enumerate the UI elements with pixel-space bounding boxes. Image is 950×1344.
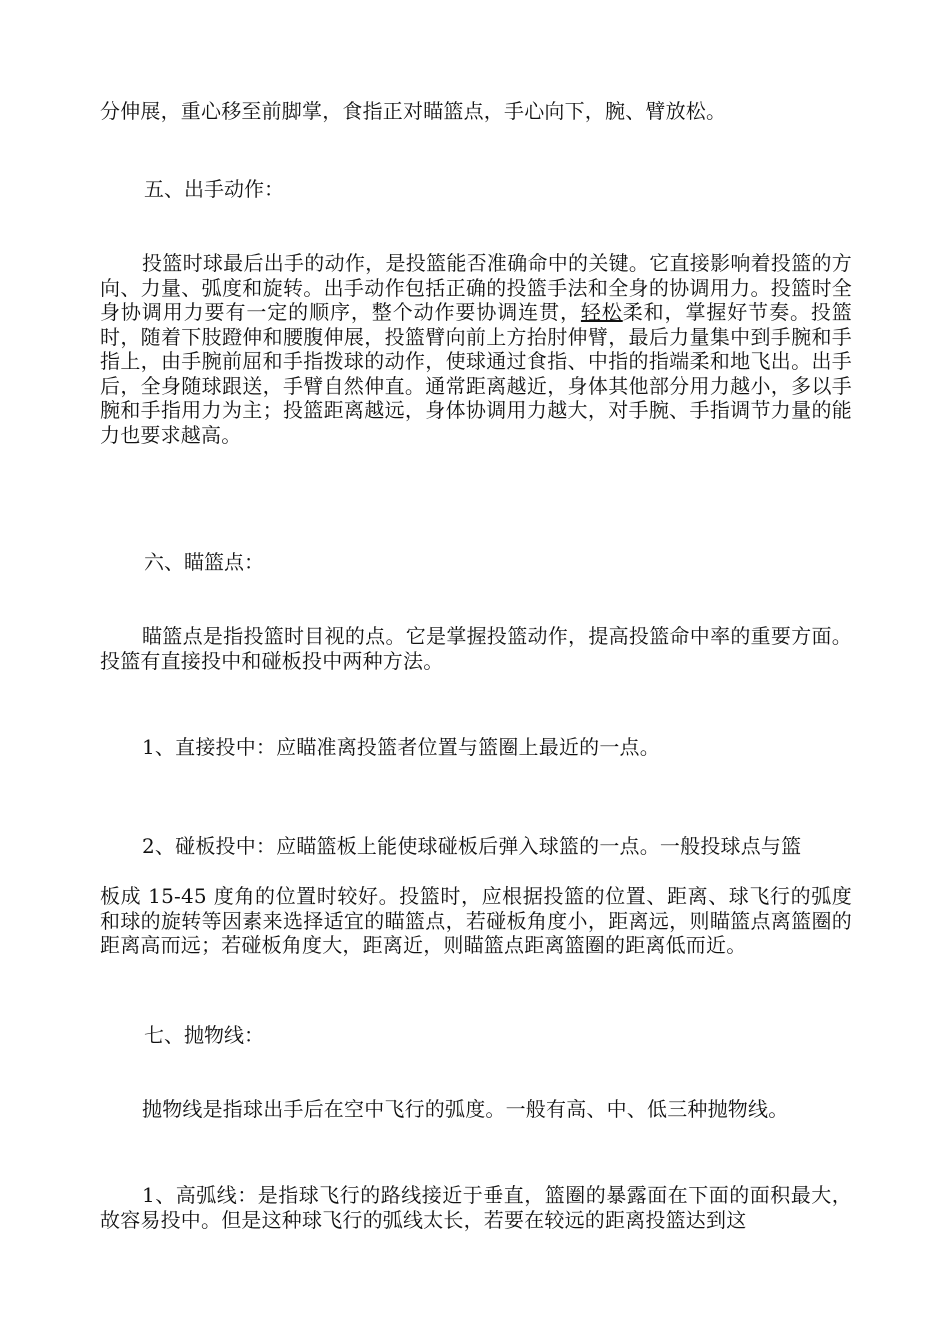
paragraph-release-action-part1: 投篮时球最后出手的动作，是投篮能否准确命中的关键。它直接影响着投篮的方向、力量、弧度和旋转。出手动作包括正确的投篮手法和全身的协调用力。投篮时全身协调用力要有一定的顺序，整个动作要协调连贯， <box>100 251 852 324</box>
paragraph-trajectory: 抛物线是指球出手后在空中飞行的弧度。一般有高、中、低三种抛物线。 <box>142 1097 789 1121</box>
paragraph-direct-shot: 1、直接投中：应瞄准离投篮者位置与篮圈上最近的一点。 <box>142 735 660 759</box>
paragraph-aiming-point: 瞄篮点是指投篮时目视的点。它是掌握投篮动作，提高投篮命中率的重要方面。投篮有直接投中和碰板投中两种方法。 <box>100 624 852 673</box>
paragraph-release-action-part2: 柔和，掌握好节奏。投篮时，随着下肢蹬伸和腰腹伸展，投篮臂向前上方抬肘伸臂，最后力量集中到手腕和手指上，由手腕前屈和手指拨球的动作，使球通过食指、中指的指端柔和地飞出。出手后，全身随球跟送，手臂自然伸直。通常距离越近，身体其他部分用力越小，多以手腕和手指用力为主；投篮距离越远，身体协调用力越大，对手腕、手指调节力量的能力也要求越高。 <box>100 300 852 447</box>
heading-aiming-point: 六、瞄篮点： <box>144 550 264 574</box>
paragraph-release-posture-end: 分伸展，重心移至前脚掌，食指正对瞄篮点，手心向下，腕、臂放松。 <box>100 99 727 123</box>
paragraph-bank-shot-first-line: 2、碰板投中：应瞄篮板上能使球碰板后弹入球篮的一点。一般投球点与篮 <box>142 834 802 858</box>
paragraph-high-arc: 1、高弧线：是指球飞行的路线接近于垂直，篮圈的暴露面在下面的面积最大，故容易投中。但是这种球飞行的弧线太长，若要在较远的距离投篮达到这 <box>100 1183 852 1232</box>
underlined-word: 轻松 <box>580 300 623 324</box>
heading-trajectory: 七、抛物线： <box>144 1023 264 1047</box>
heading-release-action: 五、出手动作： <box>144 177 284 201</box>
paragraph-bank-shot-rest: 板成 15-45 度角的位置时较好。投篮时，应根据投篮的位置、距离、球飞行的弧度和球的旋转等因素来选择适宜的瞄篮点，若碰板角度小，距离远，则瞄篮点离篮圈的距离高而远；若碰板角度大，距离近，则瞄篮点距离篮圈的距离低而近。 <box>100 884 852 957</box>
paragraph-release-action <box>100 251 852 447</box>
